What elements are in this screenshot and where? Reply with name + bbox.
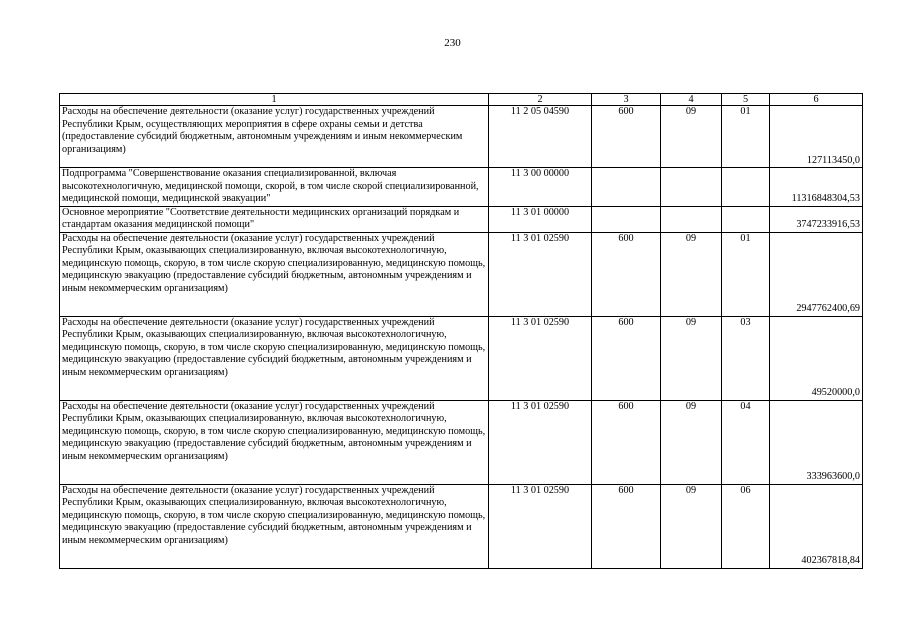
row-col3: 600 [592,484,661,568]
row-col5: 04 [722,400,770,484]
row-amount: 2947762400,69 [770,232,863,316]
row-col4 [661,206,722,232]
row-code: 11 3 01 02590 [489,400,592,484]
row-amount: 127113450,0 [770,106,863,168]
row-col4: 09 [661,232,722,316]
row-col5 [722,168,770,207]
table-row [60,316,863,400]
row-col3: 600 [592,106,661,168]
row-description: Подпрограмма "Совершенствование оказания специализированной, включая высокотехнологичную, медицинской помощи, скорой, в том числе скорой специализированной, медицинской помощи, медицинской эвакуации" [60,168,489,207]
row-amount: 3747233916,53 [770,206,863,232]
column-header: 3 [592,94,661,106]
column-header: 4 [661,94,722,106]
column-header: 6 [770,94,863,106]
column-header: 5 [722,94,770,106]
row-col3: 600 [592,232,661,316]
row-code: 11 3 01 02590 [489,316,592,400]
table-header-row [60,94,863,106]
row-col4: 09 [661,316,722,400]
row-description: Расходы на обеспечение деятельности (оказание услуг) государственных учреждений Республики Крым, осуществляющих мероприятия в сфере охраны семьи и детства (предоставление субсидий бюджетным, автономным учреждениям и иным некоммерческим организациям) [60,106,489,168]
row-description: Расходы на обеспечение деятельности (оказание услуг) государственных учреждений Республики Крым, оказывающих специализированную, включая высокотехнологичную, медицинскую помощь, скорую, в том числе скорую специализированную, медицинскую помощь, медицинскую эвакуацию (предоставление субсидий бюджетным, автономным учреждениям и иным некоммерческим организациям) [60,232,489,316]
row-amount: 11316848304,53 [770,168,863,207]
row-amount: 333963600,0 [770,400,863,484]
row-col3 [592,168,661,207]
table-row [60,400,863,484]
row-description: Расходы на обеспечение деятельности (оказание услуг) государственных учреждений Республики Крым, оказывающих специализированную, включая высокотехнологичную, медицинскую помощь, скорую, в том числе скорую специализированную, медицинскую помощь, медицинскую эвакуацию (предоставление субсидий бюджетным, автономным учреждениям и иным некоммерческим организациям) [60,484,489,568]
row-col3: 600 [592,400,661,484]
row-col5: 03 [722,316,770,400]
row-col5: 01 [722,106,770,168]
row-amount: 402367818,84 [770,484,863,568]
budget-table [59,93,863,569]
table-row [60,232,863,316]
table-row [60,168,863,207]
row-col5: 06 [722,484,770,568]
column-header: 2 [489,94,592,106]
row-description: Расходы на обеспечение деятельности (оказание услуг) государственных учреждений Республики Крым, оказывающих специализированную, включая высокотехнологичную, медицинскую помощь, скорую, в том числе скорую специализированную, медицинскую помощь, медицинскую эвакуацию (предоставление субсидий бюджетным, автономным учреждениям и иным некоммерческим организациям) [60,316,489,400]
row-code: 11 3 01 00000 [489,206,592,232]
row-description: Расходы на обеспечение деятельности (оказание услуг) государственных учреждений Республики Крым, оказывающих специализированную, включая высокотехнологичную, медицинскую помощь, скорую, в том числе скорую специализированную, медицинскую помощь, медицинскую эвакуацию (предоставление субсидий бюджетным, автономным учреждениям и иным некоммерческим организациям) [60,400,489,484]
row-col4: 09 [661,106,722,168]
table-row [60,484,863,568]
row-col4 [661,168,722,207]
table-row [60,106,863,168]
column-header: 1 [60,94,489,106]
page-number: 230 [444,37,461,49]
row-code: 11 2 05 04590 [489,106,592,168]
row-amount: 49520000,0 [770,316,863,400]
row-col4: 09 [661,484,722,568]
row-code: 11 3 00 00000 [489,168,592,207]
row-col4: 09 [661,400,722,484]
row-col5: 01 [722,232,770,316]
row-code: 11 3 01 02590 [489,484,592,568]
table-row [60,206,863,232]
row-code: 11 3 01 02590 [489,232,592,316]
row-description: Основное мероприятие "Соответствие деятельности медицинских организаций порядкам и стандартам оказания медицинской помощи" [60,206,489,232]
row-col3: 600 [592,316,661,400]
row-col5 [722,206,770,232]
row-col3 [592,206,661,232]
